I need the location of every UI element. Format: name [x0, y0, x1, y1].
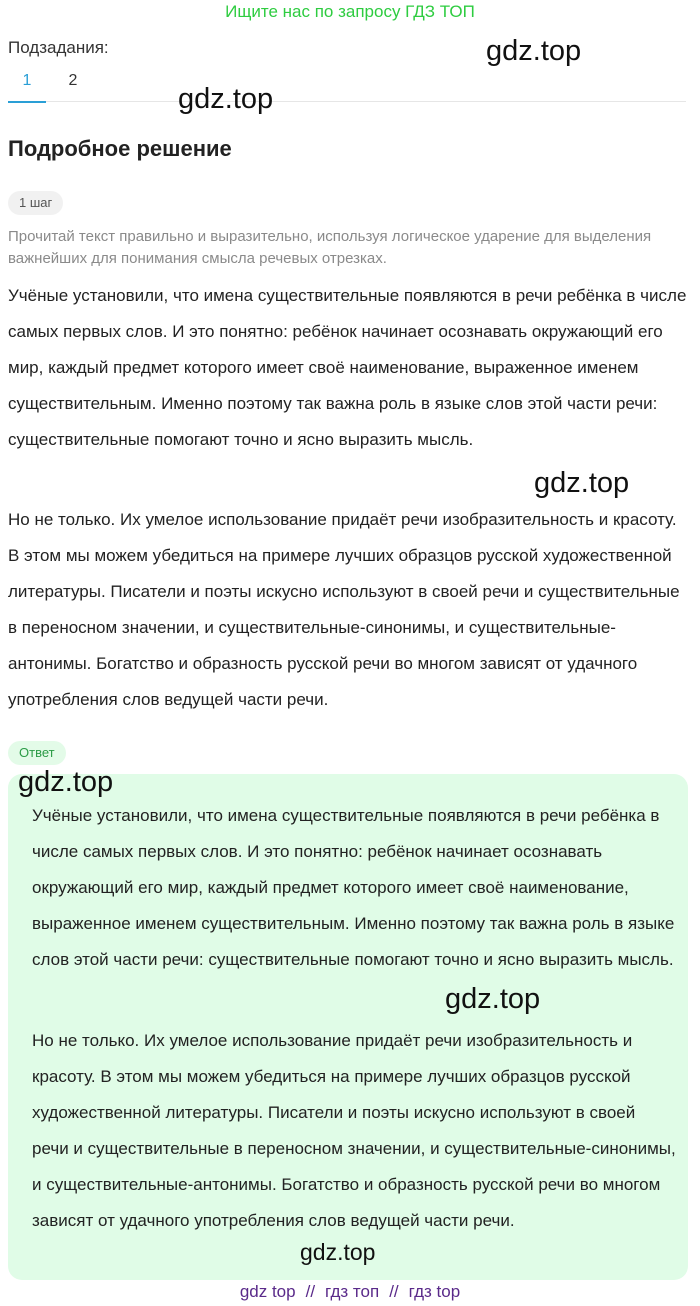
task-hint: Прочитай текст правильно и выразительно, используя логическое ударение для выделения важнейших для понимания смысла речевых отрезках. — [8, 228, 652, 267]
answer-paragraph: Учёные установили, что имена существительные появляются в речи ребёнка в числе самых первых слов. И это понятно: ребёнок начинает осознавать окружающий его мир, каждый предмет которого имеет своё наименование, выраженное именем существительным. Именно поэтому так важна роль в языке слов этой части речи: существительные помогают точно и ясно выразить мысль. — [32, 806, 675, 969]
solution-title: Подробное решение — [8, 136, 232, 161]
solution-paragraph: Но не только. Их умелое использование придаёт речи изобразительность и красоту. В этом мы можем убедиться на примере лучших образцов русской художественной литературы. Писатели и поэты искусно используют в своей речи и существительные в переносном значении, и существительные-синонимы, и существительные-антонимы. Богатство и образность русской речи во многом зависят от удачного употребления слов ведущей части речи. — [8, 510, 680, 709]
step-badge: 1 шаг — [8, 191, 63, 215]
footer-link[interactable]: gdz top — [239, 1282, 296, 1301]
solution-paragraph: Учёные установили, что имена существительные появляются в речи ребёнка в числе самых первых слов. И это понятно: ребёнок начинает осознавать окружающий его мир, каждый предмет которого имеет своё наименование, выраженное именем существительным. Именно поэтому так важна роль в языке слов этой части речи: существительные помогают точно и ясно выразить мысль. — [8, 286, 687, 449]
footer-separator: // — [389, 1282, 399, 1301]
watermark: gdz.top — [534, 467, 630, 499]
watermark: gdz.top — [300, 1239, 376, 1265]
footer-link[interactable]: гдз top — [408, 1282, 461, 1301]
answer-box — [8, 774, 688, 1280]
answer-paragraph: Но не только. Их умелое использование придаёт речи изобразительность и красоту. В этом мы можем убедиться на примере лучших образцов русской художественной литературы. Писатели и поэты искусно используют в своей речи и существительные в переносном значении, и существительные-синонимы, и существительные-антонимы. Богатство и образность русской речи во многом зависят от удачного употребления слов ведущей части речи. — [32, 1031, 676, 1230]
footer-separator: // — [305, 1282, 316, 1301]
footer-links — [0, 1280, 700, 1304]
search-hint-banner: Ищите нас по запросу ГДЗ ТОП — [225, 2, 475, 21]
watermark: gdz.top — [486, 35, 582, 67]
footer-link[interactable]: гдз топ — [325, 1282, 380, 1301]
subtasks-label: Подзадания: — [8, 38, 109, 57]
subtask-tabs — [8, 64, 686, 102]
tab-subtask-2[interactable]: 2 — [68, 72, 78, 89]
watermark: gdz.top — [18, 766, 114, 798]
watermark: gdz.top — [445, 983, 541, 1015]
answer-badge: Ответ — [8, 741, 66, 765]
tab-subtask-1[interactable]: 1 — [8, 64, 46, 102]
watermark: gdz.top — [178, 83, 274, 115]
